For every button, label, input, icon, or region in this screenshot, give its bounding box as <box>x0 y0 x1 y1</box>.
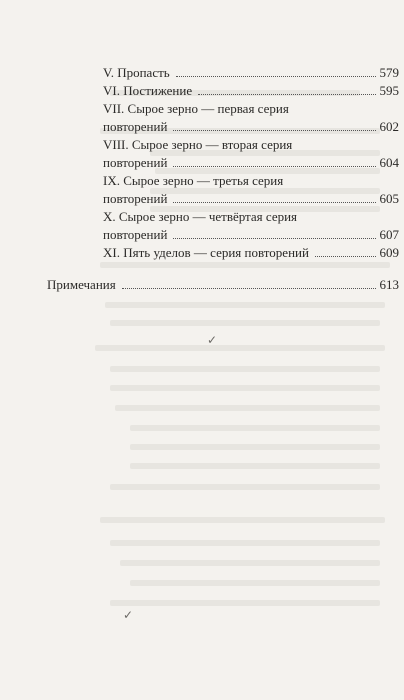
toc-entry-notes[interactable] <box>47 276 399 294</box>
toc-entry-page: 605 <box>379 191 399 206</box>
toc-entry-title: VIII. Сырое зерно — вторая серия <box>103 137 293 152</box>
toc-entry-title-continued: повторений <box>103 155 168 170</box>
pencil-mark: ✓ <box>123 608 134 622</box>
dot-leader <box>173 165 375 167</box>
dot-leader <box>198 93 375 95</box>
toc-entry-page: 604 <box>379 155 399 170</box>
toc-entry[interactable] <box>103 226 399 244</box>
toc-entry-title-continued: повторений <box>103 191 168 206</box>
toc-entry-title: Примечания <box>47 277 116 292</box>
toc-entry-page: 607 <box>379 227 399 242</box>
toc-entry-title-continued: повторений <box>103 119 168 134</box>
toc-entry-title: IX. Сырое зерно — третья серия <box>103 173 284 188</box>
toc-entry-title: VI. Постижение <box>103 83 193 98</box>
toc-entry[interactable] <box>103 82 399 100</box>
toc-entry-page: 579 <box>379 65 399 80</box>
toc-entry[interactable] <box>103 64 399 82</box>
toc-entry[interactable] <box>103 190 399 208</box>
toc-entry-title: VII. Сырое зерно — первая серия <box>103 101 289 116</box>
toc-entry-page: 613 <box>379 277 399 292</box>
pencil-mark: ✓ <box>207 333 218 347</box>
toc-entry[interactable] <box>103 244 399 262</box>
dot-leader <box>315 255 376 257</box>
toc-entry-title: XI. Пять уделов — серия повторений <box>103 245 309 260</box>
dot-leader <box>122 287 376 289</box>
dot-leader <box>173 129 375 131</box>
toc-entry-title: V. Пропасть <box>103 65 170 80</box>
toc-entry-title: X. Сырое зерно — четвёртая серия <box>103 209 298 224</box>
toc-entry-page: 595 <box>379 83 399 98</box>
toc-entry-page: 602 <box>379 119 399 134</box>
toc-entry[interactable] <box>103 118 399 136</box>
dot-leader <box>173 237 375 239</box>
dot-leader <box>176 75 376 77</box>
toc-entry[interactable] <box>103 154 399 172</box>
dot-leader <box>173 201 375 203</box>
toc-entry-page: 609 <box>379 245 399 260</box>
toc-entry-title-continued: повторений <box>103 227 168 242</box>
